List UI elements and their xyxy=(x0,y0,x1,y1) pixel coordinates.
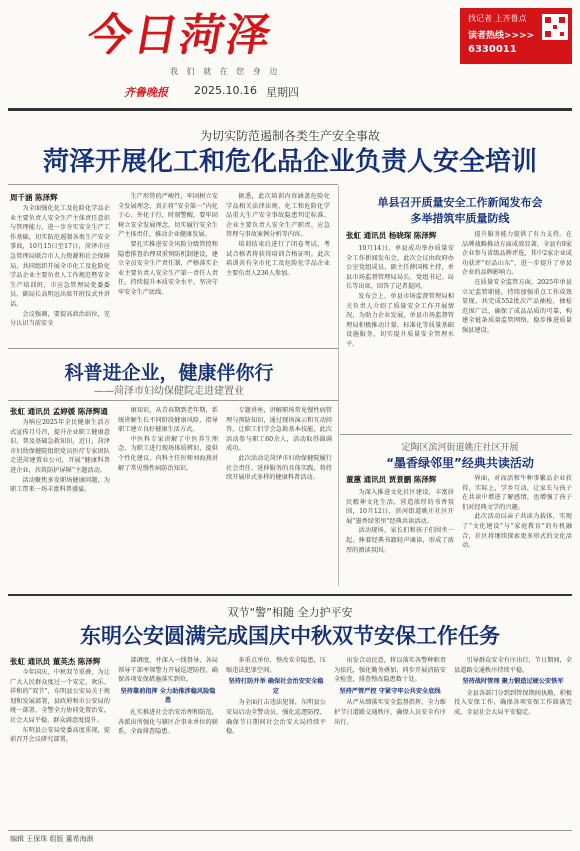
editor-credits: 编辑 王保珠 组版 董希海渐 xyxy=(10,835,94,843)
article3-col2 xyxy=(118,406,218,588)
article5-headline: 东明公安圆满完成国庆中秋双节安保工作任务 xyxy=(80,624,500,648)
article2-byline: 张虹 通讯员 杨晓琛 陈泽辉 xyxy=(346,231,437,240)
article1-kicker: 为切实防范遏制各类生产安全事故 xyxy=(199,129,380,143)
paragraph: 据悉，此次培训内容涵盖危险化学品相关法律法规、化工和危险化学品重大生产安全事故隐患判定标准、企业主要负责人安全生产职责、应急管理与事故案例分析等内容。 xyxy=(226,193,330,239)
article5-kicker: 双节“警”相随 全力护平安 xyxy=(227,606,353,619)
masthead xyxy=(0,0,580,108)
subsection-heading: 坚持战时管理 聚力锻造过硬公安铁军 xyxy=(462,678,564,686)
article2-subhead: 多举措筑牢质量防线 xyxy=(410,212,510,225)
paragraph: 培训结束后进行了闭卷考试，考试合格者将获得培训合格证明。此次培训共有全市化工及危险化学品企业主要负责人236人参加。 xyxy=(226,240,330,277)
paragraph: 今年国庆、中秋双节重叠，为让广大人民群众度过一个安定、欢乐、祥和的“双节”，东明县公安局关于规划和发展部署，县政府和市公安局的统一部署，全警全力协同处置治安，社会大局平稳，群众满意度提升。 xyxy=(10,669,110,724)
footer-rule xyxy=(8,830,572,831)
subsection-heading: 坚持严管严控 守紧守牢公共安全底线 xyxy=(339,687,441,695)
paragraph: 全县各部门分到到管保期间执勤，积极投入安保工作，确保各项安保工作圆满完成，全县社会大局平安稳定。 xyxy=(454,689,572,716)
divider xyxy=(8,348,338,349)
paragraph: 出发合动民意，将以落实各警种职责为依托，强化勤务叠加，同步开展消防安全检查，排查整改隐患数十处。 xyxy=(334,657,446,684)
article2-col2 xyxy=(462,230,572,430)
article5-byline: 张虹 通讯员 董英杰 陈泽辉 xyxy=(10,657,101,666)
paragraph: 活动聚焦多发职场健康问题，为职工带来一场丰富科普盛宴。 xyxy=(10,476,110,494)
paragraph: 为全面打击违法犯罪，东明县公安局启动全警动员，强化巡逻防控，确保节日期间社会治安大局持续平稳。 xyxy=(226,699,326,736)
paragraph: 部调度，并深入一线督导，各局领导干部率领警力开展巡逻防控，确保各项安保措施落实到位。 xyxy=(118,657,218,684)
article4-headline: “墨香绿邻里”经典共读活动 xyxy=(386,456,534,470)
masthead-title: 今日菏泽 xyxy=(83,10,277,61)
article3-byline: 张虹 通讯员 孟婷媛 陈泽辉通 xyxy=(10,407,108,416)
paragraph: 中医科专家讲解了中医养生理念，为职工进行现场体质辨识，提供个性化建议，内科主任医师刘海燕讲解了常见慢性病防治知识。 xyxy=(118,435,218,472)
paragraph: 会议强调，要提高政治站位，充分认识当前安全 xyxy=(10,310,110,328)
paragraph: 发布会上，单县市场监督管理局相关负责人介绍了质量安全工作开展情况，为助力企业发展，单县市场监督管理局积极推动计量、标准化等质量基础设施服务，切实提升质量安全管理水平。 xyxy=(346,292,454,348)
paragraph: 活动现场，家长们和孩子们围坐一起，捧着经典书籍轻声诵读，形成了浓厚的阅读氛围。 xyxy=(346,527,454,554)
article4-col1 xyxy=(346,488,454,588)
article4-col2 xyxy=(462,474,572,588)
subsection-heading: 坚持靠前指挥 全力助推涉稳风险隐患 xyxy=(120,687,216,705)
hotline-slogan: 找记者 上齐鲁点 xyxy=(468,14,527,23)
article3-col1 xyxy=(10,418,110,588)
article1-col1 xyxy=(10,204,110,344)
article2-headline: 单县召开质量安全工作新闻发布会 xyxy=(377,196,543,209)
paragraph: 扎实推进社会治安治理和防范，各派出所强化与辖区企事业单位的联系，全面排查隐患。 xyxy=(118,708,218,736)
article4-kicker: 定陶区滨河街道姚庄社区开展 xyxy=(401,443,519,453)
section-rule xyxy=(8,594,572,596)
article3-col3 xyxy=(226,406,332,588)
paragraph: 康知识，从青春期到老年期，系统讲解生长不同阶段健康风险，指导职工建立良好健康生活方式。 xyxy=(118,407,218,434)
article2-col1 xyxy=(346,244,454,430)
masthead-slogan: 我 们 就 在 您 身 边 xyxy=(170,67,281,76)
article4-byline: 董蕙 通讯员 贾景鹏 陈泽辉 xyxy=(346,475,437,484)
paragraph: 为响应2025年全民健康生活方式宣传月号召，提升企业职工健康意识，普及基础急救知识，近日，菏泽市妇幼保健院组织党员医疗专家团队走进菏建置业公司，开展“健康科普进企业，共筑防护屏障”主题活动。 xyxy=(10,419,110,474)
paragraph: 10月14日，单县成功举办质量安全工作新闻发布会，此次会议由政府办公室党组成员、副主任薛国栋主持，单县市场监督管理局局长、党组书记、局长等出席，回答了记者提问。 xyxy=(346,245,454,291)
article5-col1 xyxy=(10,668,110,826)
article5-col2 xyxy=(118,656,218,826)
issue-weekday: 星期四 xyxy=(266,86,299,99)
issue-date: 2025.10.16 xyxy=(194,84,257,97)
subsection-heading: 坚持打防并举 确保社会治安安全稳定 xyxy=(228,678,324,695)
divider xyxy=(8,400,338,401)
paragraph: 要扎实推进安全风险分级管控和隐患排查治理双重预防机制建设，建立全员安全生产责任制，严格落实企业主要负责人安全生产第一责任人责任，持续提升本质安全水平，坚决守牢安全生产底线。 xyxy=(118,240,218,296)
paragraph: 专题讲座，讲解职场常见慢性病管理与预防知识，通过现场演示和互动问答，让职工们学会急救基本技能，此次活动参与职工60余人，活动取得圆满成功。 xyxy=(226,407,332,453)
paragraph: 提升服务能力提供了有力支持。在品牌战略推动方面成效显著，全县有9家企业参与省级品牌评选，其中2家企业成功获评“好品山东”，进一步提升了单县企业的品牌影响力。 xyxy=(462,231,572,277)
paragraph: 引导群众安全有序出行，节日期间，全县道路交通秩序持续平稳。 xyxy=(454,657,572,674)
paragraph: 界面，对而活和牛种事繁品企业获得，实际上，学乡互动，让家长与孩子在共读中增进了解感情，也增强了孩子们对经典文学的兴趣。 xyxy=(462,475,572,511)
paragraph: 多重点单位，整改安全隐患，压缩违法犯罪空间。 xyxy=(226,657,326,674)
paragraph: 从严从细落实安全监督指挥，全力维护节日道路交通秩序，确保人员安全有序出行。 xyxy=(334,699,446,726)
masthead-rule xyxy=(8,108,572,111)
divider xyxy=(340,434,572,435)
paragraph: 在质量安全监管方面，2025年单县立足监管职能，持续加强重点工作成效显现，共完成552批次产品抽检，抽检范围广泛，确保了成品品质的可靠，构建全链条质量监管网络，稳步推进质量强县建设。 xyxy=(462,278,572,334)
paragraph: 东明县公安局党委高度重视，提前召开会议研究部署。 xyxy=(10,726,110,744)
article1-col3 xyxy=(226,192,330,344)
paper-name: 齐鲁晚报 xyxy=(124,86,168,99)
paragraph: 生产形势的严峻性，牢固树立安全发展理念，真正将“安全第一”内化于心、外化于行，时刻警醒，要牢固树立安全发展理念，切实履行安全生产主体责任，推动企业健康发展。 xyxy=(118,193,218,239)
paragraph: 此次活动是菏泽市妇幼保健院履行社会责任、延伸服务的具体实践，将持续开展形式多样的健康科普活动。 xyxy=(226,454,332,482)
article1-headline: 菏泽开展化工和危化品企业负责人安全培训 xyxy=(42,147,537,177)
article1-byline: 周千涵 陈泽辉 xyxy=(10,193,58,202)
qr-code-icon xyxy=(542,14,568,40)
paragraph: 为全面强化化工及危险化学品企业主要负责人安全生产主体责任意识与管理能力，进一步夯实安全生产工作基础，切实防范遏制各类生产安全事故，10月15日至17日，菏泽市应急管理局联合市人力资源和社会保障局、共同组织开展全市化工及危险化学品企业主要负责人工作规范暨安全生产培训班，市应急管理局党委委员、副局长高明远出席开班仪式并讲话。 xyxy=(10,205,110,308)
article5-col4 xyxy=(334,656,446,826)
hotline-label: 读者热线>>>> xyxy=(468,31,535,41)
article5-col3 xyxy=(226,656,326,826)
column-divider xyxy=(338,186,339,586)
hotline-number: 6330011 xyxy=(468,44,517,55)
article3-headline: 科普进企业，健康伴你行 xyxy=(64,362,274,384)
hotline-box xyxy=(460,8,572,64)
article5-col5 xyxy=(454,656,572,826)
article3-subhead: ——菏泽市妇幼保健院走进建置业 xyxy=(94,386,244,397)
divider xyxy=(8,184,338,185)
article1-col2 xyxy=(118,192,218,344)
paragraph: 为深入推进文化社区建设，丰富居民精神文化生活，营造浓厚的书香氛围，10月12日，滨河街道姚庄社区开展“墨香绿邻里”经典共读活动。 xyxy=(346,489,454,525)
paragraph: 此次活动以亲子共读为载体，实现了“文化建设”与“家庭教育”的有机融合，社区将继续探索更多形式的文化活动。 xyxy=(462,513,572,550)
